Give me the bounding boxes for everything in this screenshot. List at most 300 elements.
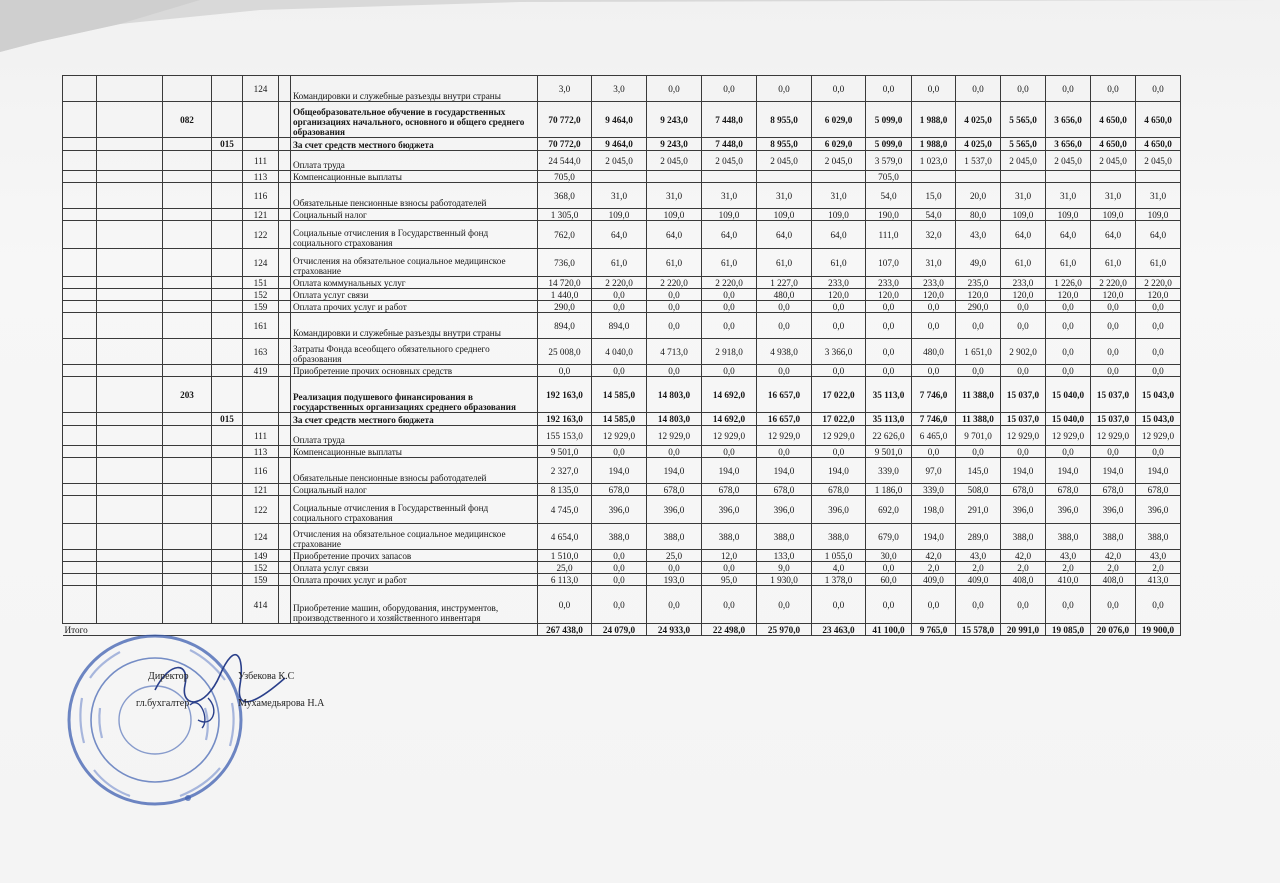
amount-cell: 31,0 xyxy=(1001,183,1046,209)
amount-cell: 1 930,0 xyxy=(757,574,812,586)
amount-cell: 31,0 xyxy=(1046,183,1091,209)
blank-cell xyxy=(279,209,291,221)
amount-cell: 5 565,0 xyxy=(1001,138,1046,151)
subprogram-code-cell xyxy=(212,313,243,339)
specifics-code-cell: 122 xyxy=(243,496,279,524)
amount-cell: 15,0 xyxy=(912,183,956,209)
subprogram-code-cell xyxy=(212,209,243,221)
amount-cell: 396,0 xyxy=(1136,496,1181,524)
amount-cell: 0,0 xyxy=(702,313,757,339)
amount-cell: 0,0 xyxy=(592,301,647,313)
amount-cell: 291,0 xyxy=(956,496,1001,524)
blank-cell xyxy=(279,426,291,446)
total-amount-cell: 9 765,0 xyxy=(912,624,956,636)
amount-cell: 35 113,0 xyxy=(866,413,912,426)
amount-cell: 678,0 xyxy=(702,484,757,496)
amount-cell: 0,0 xyxy=(592,550,647,562)
table-row xyxy=(63,277,1181,289)
subprogram-code-cell xyxy=(212,249,243,277)
amount-cell: 2 918,0 xyxy=(702,339,757,365)
amount-cell: 120,0 xyxy=(912,289,956,301)
specifics-code-cell: 116 xyxy=(243,183,279,209)
amount-cell: 0,0 xyxy=(1136,446,1181,458)
amount-cell: 0,0 xyxy=(1136,301,1181,313)
program-code-cell xyxy=(163,151,212,171)
item-name-cell: Отчисления на обязательное социальное медицинское страхование xyxy=(291,249,538,277)
blank-cell xyxy=(97,249,163,277)
amount-cell: 1 186,0 xyxy=(866,484,912,496)
amount-cell: 396,0 xyxy=(702,496,757,524)
total-amount-cell: 25 970,0 xyxy=(757,624,812,636)
item-name-cell: Приобретение машин, оборудования, инструментов, производственного и хозяйственного инвентаря xyxy=(291,586,538,624)
amount-cell: 64,0 xyxy=(702,221,757,249)
blank-cell xyxy=(97,524,163,550)
blank-cell xyxy=(97,426,163,446)
amount-cell: 0,0 xyxy=(1136,365,1181,377)
program-code-cell xyxy=(163,524,212,550)
amount-cell: 2 220,0 xyxy=(592,277,647,289)
table-row xyxy=(63,102,1181,138)
blank-cell xyxy=(97,413,163,426)
blank-cell xyxy=(63,249,97,277)
amount-cell: 388,0 xyxy=(1091,524,1136,550)
program-code-cell xyxy=(163,249,212,277)
amount-cell: 14 720,0 xyxy=(538,277,592,289)
amount-cell: 194,0 xyxy=(1001,458,1046,484)
subprogram-code-cell xyxy=(212,365,243,377)
amount-cell: 61,0 xyxy=(1136,249,1181,277)
amount-cell: 31,0 xyxy=(1091,183,1136,209)
blank-cell xyxy=(279,377,291,413)
amount-cell: 388,0 xyxy=(647,524,702,550)
table-row xyxy=(63,313,1181,339)
amount-cell: 2 045,0 xyxy=(592,151,647,171)
amount-cell: 109,0 xyxy=(1136,209,1181,221)
program-code-cell xyxy=(163,289,212,301)
amount-cell: 2 220,0 xyxy=(1136,277,1181,289)
amount-cell: 7 746,0 xyxy=(912,377,956,413)
blank-cell xyxy=(97,171,163,183)
amount-cell: 0,0 xyxy=(592,289,647,301)
item-name-cell: Оплата труда xyxy=(291,151,538,171)
program-code-cell xyxy=(163,209,212,221)
amount-cell: 388,0 xyxy=(757,524,812,550)
total-label: Итого xyxy=(63,624,538,636)
amount-cell: 1 378,0 xyxy=(812,574,866,586)
amount-cell: 0,0 xyxy=(812,365,866,377)
blank-cell xyxy=(97,151,163,171)
amount-cell: 1 988,0 xyxy=(912,138,956,151)
amount-cell: 49,0 xyxy=(956,249,1001,277)
amount-cell: 15 037,0 xyxy=(1001,377,1046,413)
amount-cell: 194,0 xyxy=(912,524,956,550)
blank-cell xyxy=(279,496,291,524)
table-row xyxy=(63,183,1181,209)
amount-cell xyxy=(956,171,1001,183)
item-name-cell: Социальные отчисления в Государственный фонд социального страхования xyxy=(291,496,538,524)
amount-cell: 235,0 xyxy=(956,277,1001,289)
blank-cell xyxy=(279,102,291,138)
amount-cell: 9 464,0 xyxy=(592,138,647,151)
amount-cell: 64,0 xyxy=(1136,221,1181,249)
amount-cell: 2 220,0 xyxy=(1091,277,1136,289)
amount-cell: 705,0 xyxy=(866,171,912,183)
subprogram-code-cell xyxy=(212,277,243,289)
amount-cell: 120,0 xyxy=(1136,289,1181,301)
amount-cell: 35 113,0 xyxy=(866,377,912,413)
amount-cell: 3,0 xyxy=(538,76,592,102)
program-code-cell: 082 xyxy=(163,102,212,138)
subprogram-code-cell xyxy=(212,289,243,301)
amount-cell: 6 113,0 xyxy=(538,574,592,586)
blank-cell xyxy=(63,183,97,209)
amount-cell: 2 045,0 xyxy=(647,151,702,171)
blank-cell xyxy=(63,339,97,365)
amount-cell: 2,0 xyxy=(956,562,1001,574)
blank-cell xyxy=(279,365,291,377)
amount-cell: 396,0 xyxy=(1001,496,1046,524)
amount-cell: 0,0 xyxy=(1091,365,1136,377)
amount-cell: 6 465,0 xyxy=(912,426,956,446)
item-name-cell: Командировки и служебные разъезды внутри страны xyxy=(291,313,538,339)
amount-cell: 7 448,0 xyxy=(702,102,757,138)
amount-cell: 145,0 xyxy=(956,458,1001,484)
amount-cell: 692,0 xyxy=(866,496,912,524)
amount-cell: 190,0 xyxy=(866,209,912,221)
specifics-code-cell: 161 xyxy=(243,313,279,339)
amount-cell: 762,0 xyxy=(538,221,592,249)
total-amount-cell: 22 498,0 xyxy=(702,624,757,636)
amount-cell: 388,0 xyxy=(1046,524,1091,550)
total-amount-cell: 15 578,0 xyxy=(956,624,1001,636)
amount-cell: 0,0 xyxy=(1001,301,1046,313)
specifics-code-cell xyxy=(243,138,279,151)
amount-cell: 95,0 xyxy=(702,574,757,586)
amount-cell: 705,0 xyxy=(538,171,592,183)
amount-cell: 480,0 xyxy=(912,339,956,365)
subprogram-code-cell xyxy=(212,102,243,138)
amount-cell: 8 955,0 xyxy=(757,138,812,151)
amount-cell: 388,0 xyxy=(702,524,757,550)
amount-cell: 678,0 xyxy=(1001,484,1046,496)
specifics-code-cell: 124 xyxy=(243,249,279,277)
specifics-code-cell: 111 xyxy=(243,426,279,446)
blank-cell xyxy=(63,102,97,138)
amount-cell: 43,0 xyxy=(956,221,1001,249)
amount-cell: 12 929,0 xyxy=(812,426,866,446)
blank-cell xyxy=(279,301,291,313)
amount-cell: 2 045,0 xyxy=(1091,151,1136,171)
amount-cell: 0,0 xyxy=(912,365,956,377)
amount-cell: 61,0 xyxy=(647,249,702,277)
amount-cell xyxy=(592,171,647,183)
amount-cell: 15 037,0 xyxy=(1091,377,1136,413)
amount-cell: 3 656,0 xyxy=(1046,102,1091,138)
amount-cell: 16 657,0 xyxy=(757,413,812,426)
amount-cell: 388,0 xyxy=(592,524,647,550)
blank-cell xyxy=(279,313,291,339)
blank-cell xyxy=(97,562,163,574)
blank-cell xyxy=(63,209,97,221)
blank-cell xyxy=(97,339,163,365)
subprogram-code-cell xyxy=(212,562,243,574)
amount-cell: 54,0 xyxy=(866,183,912,209)
blank-cell xyxy=(97,377,163,413)
amount-cell: 120,0 xyxy=(956,289,1001,301)
amount-cell: 9 501,0 xyxy=(538,446,592,458)
amount-cell: 678,0 xyxy=(1046,484,1091,496)
item-name-cell: Затраты Фонда всеобщего обязательного среднего образования xyxy=(291,339,538,365)
amount-cell: 0,0 xyxy=(757,365,812,377)
amount-cell: 0,0 xyxy=(912,76,956,102)
amount-cell: 12 929,0 xyxy=(702,426,757,446)
subprogram-code-cell xyxy=(212,446,243,458)
amount-cell: 64,0 xyxy=(647,221,702,249)
amount-cell: 290,0 xyxy=(956,301,1001,313)
amount-cell: 155 153,0 xyxy=(538,426,592,446)
amount-cell: 120,0 xyxy=(1091,289,1136,301)
amount-cell: 0,0 xyxy=(912,586,956,624)
amount-cell: 4 040,0 xyxy=(592,339,647,365)
amount-cell: 194,0 xyxy=(592,458,647,484)
amount-cell: 408,0 xyxy=(1091,574,1136,586)
amount-cell: 12 929,0 xyxy=(1091,426,1136,446)
item-name-cell: Оплата услуг связи xyxy=(291,562,538,574)
amount-cell: 0,0 xyxy=(812,586,866,624)
amount-cell: 678,0 xyxy=(647,484,702,496)
subprogram-code-cell xyxy=(212,301,243,313)
amount-cell: 0,0 xyxy=(757,586,812,624)
amount-cell: 22 626,0 xyxy=(866,426,912,446)
amount-cell: 480,0 xyxy=(757,289,812,301)
blank-cell xyxy=(279,574,291,586)
blank-cell xyxy=(63,426,97,446)
amount-cell xyxy=(1091,171,1136,183)
amount-cell: 2,0 xyxy=(1001,562,1046,574)
amount-cell: 43,0 xyxy=(1136,550,1181,562)
table-row xyxy=(63,138,1181,151)
subprogram-code-cell xyxy=(212,550,243,562)
amount-cell: 4 650,0 xyxy=(1136,138,1181,151)
amount-cell: 339,0 xyxy=(866,458,912,484)
amount-cell: 0,0 xyxy=(866,76,912,102)
program-code-cell xyxy=(163,339,212,365)
amount-cell: 2,0 xyxy=(1136,562,1181,574)
blank-cell xyxy=(63,446,97,458)
amount-cell: 64,0 xyxy=(757,221,812,249)
amount-cell: 678,0 xyxy=(757,484,812,496)
amount-cell: 14 803,0 xyxy=(647,413,702,426)
amount-cell: 2,0 xyxy=(912,562,956,574)
amount-cell: 3,0 xyxy=(592,76,647,102)
amount-cell: 0,0 xyxy=(702,76,757,102)
amount-cell: 508,0 xyxy=(956,484,1001,496)
amount-cell: 5 099,0 xyxy=(866,138,912,151)
amount-cell: 0,0 xyxy=(1091,301,1136,313)
blank-cell xyxy=(97,574,163,586)
amount-cell: 24 544,0 xyxy=(538,151,592,171)
amount-cell: 14 692,0 xyxy=(702,377,757,413)
table-row xyxy=(63,586,1181,624)
amount-cell: 1 651,0 xyxy=(956,339,1001,365)
specifics-code-cell: 122 xyxy=(243,221,279,249)
blank-cell xyxy=(63,377,97,413)
blank-cell xyxy=(97,446,163,458)
amount-cell: 194,0 xyxy=(812,458,866,484)
amount-cell: 4 650,0 xyxy=(1091,102,1136,138)
amount-cell: 2 045,0 xyxy=(812,151,866,171)
item-name-cell: Командировки и служебные разъезды внутри страны xyxy=(291,76,538,102)
item-name-cell: Приобретение прочих основных средств xyxy=(291,365,538,377)
item-name-cell: Социальный налог xyxy=(291,484,538,496)
program-code-cell xyxy=(163,76,212,102)
accountant-name: Мухамедьярова Н.А xyxy=(238,698,325,709)
subprogram-code-cell xyxy=(212,171,243,183)
amount-cell: 388,0 xyxy=(1001,524,1046,550)
amount-cell: 894,0 xyxy=(538,313,592,339)
blank-cell xyxy=(63,550,97,562)
blank-cell xyxy=(279,289,291,301)
amount-cell: 413,0 xyxy=(1136,574,1181,586)
amount-cell: 193,0 xyxy=(647,574,702,586)
amount-cell: 0,0 xyxy=(647,365,702,377)
amount-cell: 61,0 xyxy=(812,249,866,277)
subprogram-code-cell xyxy=(212,221,243,249)
subprogram-code-cell xyxy=(212,183,243,209)
amount-cell: 16 657,0 xyxy=(757,377,812,413)
amount-cell: 409,0 xyxy=(956,574,1001,586)
blank-cell xyxy=(97,102,163,138)
total-amount-cell: 19 900,0 xyxy=(1136,624,1181,636)
amount-cell: 0,0 xyxy=(538,586,592,624)
blank-cell xyxy=(97,289,163,301)
table-row xyxy=(63,413,1181,426)
amount-cell: 133,0 xyxy=(757,550,812,562)
amount-cell xyxy=(812,171,866,183)
amount-cell: 109,0 xyxy=(647,209,702,221)
amount-cell: 5 565,0 xyxy=(1001,102,1046,138)
amount-cell: 0,0 xyxy=(702,562,757,574)
amount-cell: 9 243,0 xyxy=(647,102,702,138)
amount-cell: 109,0 xyxy=(1001,209,1046,221)
amount-cell: 0,0 xyxy=(866,301,912,313)
table-row xyxy=(63,446,1181,458)
amount-cell: 0,0 xyxy=(1046,446,1091,458)
amount-cell: 0,0 xyxy=(812,446,866,458)
table-row xyxy=(63,249,1181,277)
amount-cell: 0,0 xyxy=(1001,313,1046,339)
amount-cell: 42,0 xyxy=(1001,550,1046,562)
amount-cell: 17 022,0 xyxy=(812,413,866,426)
amount-cell: 0,0 xyxy=(702,289,757,301)
specifics-code-cell: 121 xyxy=(243,209,279,221)
program-code-cell xyxy=(163,446,212,458)
blank-cell xyxy=(97,458,163,484)
specifics-code-cell: 159 xyxy=(243,574,279,586)
item-name-cell: Обязательные пенсионные взносы работодателей xyxy=(291,458,538,484)
amount-cell: 2 045,0 xyxy=(1001,151,1046,171)
amount-cell: 0,0 xyxy=(866,313,912,339)
amount-cell: 5 099,0 xyxy=(866,102,912,138)
blank-cell xyxy=(63,301,97,313)
specifics-code-cell: 414 xyxy=(243,586,279,624)
amount-cell: 198,0 xyxy=(912,496,956,524)
blank-cell xyxy=(97,183,163,209)
amount-cell: 0,0 xyxy=(592,586,647,624)
program-code-cell xyxy=(163,313,212,339)
specifics-code-cell xyxy=(243,102,279,138)
table-row xyxy=(63,151,1181,171)
blank-cell xyxy=(63,76,97,102)
table-row xyxy=(63,76,1181,102)
subprogram-code-cell xyxy=(212,586,243,624)
amount-cell: 109,0 xyxy=(702,209,757,221)
amount-cell: 194,0 xyxy=(1091,458,1136,484)
amount-cell: 194,0 xyxy=(757,458,812,484)
amount-cell: 0,0 xyxy=(1046,313,1091,339)
amount-cell: 15 037,0 xyxy=(1091,413,1136,426)
amount-cell xyxy=(702,171,757,183)
total-amount-cell: 24 933,0 xyxy=(647,624,702,636)
amount-cell: 9 501,0 xyxy=(866,446,912,458)
specifics-code-cell: 124 xyxy=(243,524,279,550)
amount-cell: 25,0 xyxy=(538,562,592,574)
specifics-code-cell: 124 xyxy=(243,76,279,102)
amount-cell: 109,0 xyxy=(812,209,866,221)
amount-cell: 9 464,0 xyxy=(592,102,647,138)
table-row xyxy=(63,221,1181,249)
amount-cell: 6 029,0 xyxy=(812,138,866,151)
item-name-cell: Социальный налог xyxy=(291,209,538,221)
amount-cell: 1 510,0 xyxy=(538,550,592,562)
amount-cell: 61,0 xyxy=(592,249,647,277)
table-row xyxy=(63,496,1181,524)
item-name-cell: Оплата услуг связи xyxy=(291,289,538,301)
item-name-cell: Социальные отчисления в Государственный фонд социального страхования xyxy=(291,221,538,249)
blank-cell xyxy=(279,586,291,624)
amount-cell: 0,0 xyxy=(757,446,812,458)
subprogram-code-cell xyxy=(212,496,243,524)
amount-cell: 64,0 xyxy=(1046,221,1091,249)
program-code-cell xyxy=(163,496,212,524)
program-code-cell xyxy=(163,458,212,484)
program-code-cell xyxy=(163,138,212,151)
amount-cell: 0,0 xyxy=(866,365,912,377)
amount-cell: 0,0 xyxy=(592,446,647,458)
blank-cell xyxy=(279,171,291,183)
blank-cell xyxy=(63,586,97,624)
amount-cell: 12 929,0 xyxy=(757,426,812,446)
program-code-cell xyxy=(163,183,212,209)
blank-cell xyxy=(97,496,163,524)
amount-cell: 0,0 xyxy=(1091,313,1136,339)
amount-cell: 4 654,0 xyxy=(538,524,592,550)
blank-cell xyxy=(279,76,291,102)
table-row xyxy=(63,289,1181,301)
item-name-cell: Отчисления на обязательное социальное медицинское страхование xyxy=(291,524,538,550)
amount-cell: 0,0 xyxy=(1046,586,1091,624)
total-amount-cell: 20 991,0 xyxy=(1001,624,1046,636)
amount-cell: 0,0 xyxy=(956,313,1001,339)
amount-cell: 0,0 xyxy=(1091,446,1136,458)
amount-cell: 25,0 xyxy=(647,550,702,562)
amount-cell: 61,0 xyxy=(1091,249,1136,277)
amount-cell: 396,0 xyxy=(812,496,866,524)
blank-cell xyxy=(63,458,97,484)
amount-cell: 290,0 xyxy=(538,301,592,313)
blank-cell xyxy=(63,138,97,151)
amount-cell: 0,0 xyxy=(866,586,912,624)
